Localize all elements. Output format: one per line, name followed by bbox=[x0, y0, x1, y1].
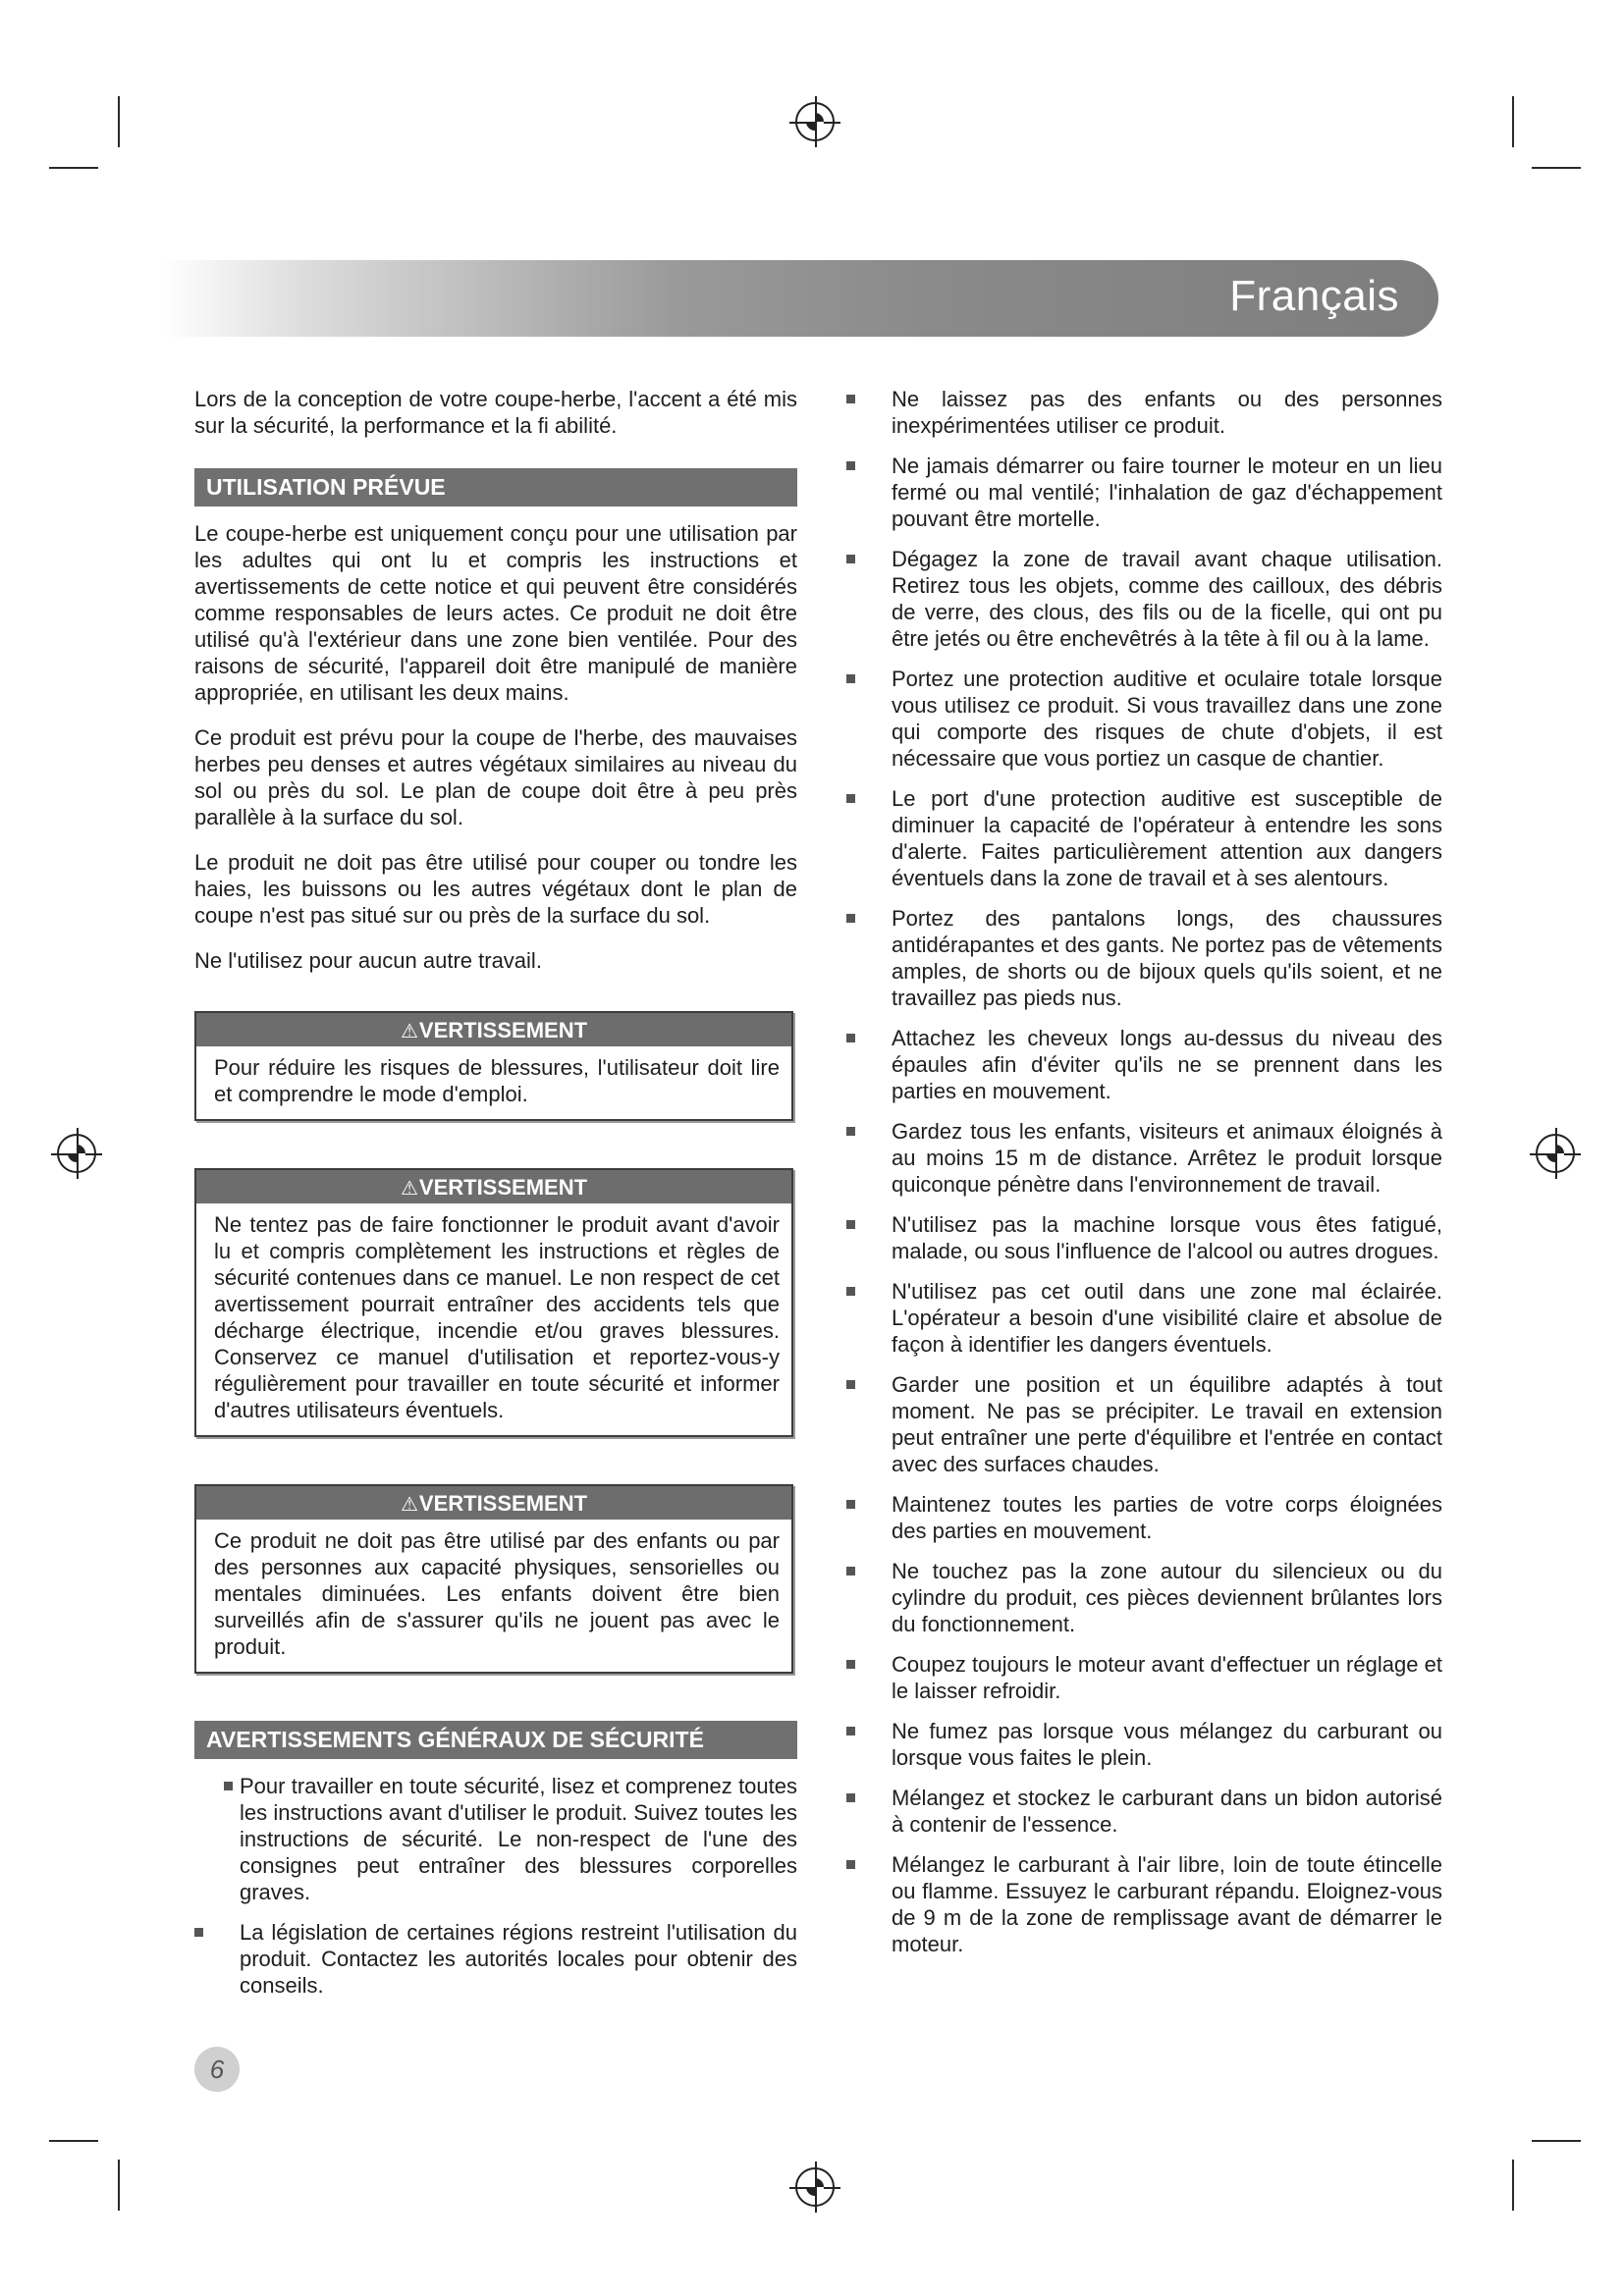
general-warnings-list bbox=[194, 1773, 797, 1999]
list-item: La législation de certaines régions restreint l'utilisation du produit. Contactez les autorités locales pour obtenir des conseils. bbox=[194, 1919, 797, 1999]
warning-text: Pour réduire les risques de blessures, l'utilisateur doit lire et comprendre le mode d'emploi. bbox=[214, 1055, 780, 1106]
warning-text: Ce produit ne doit pas être utilisé par des enfants ou par des personnes aux capacité physiques, sensorielles ou mentales diminuées. Les enfants doivent être bien surveillés afin de s'assurer qu'ils ne jouent pas avec le produit. bbox=[214, 1528, 780, 1659]
warning-triangle-icon: ⚠ bbox=[400, 1178, 418, 1200]
warning-triangle-icon: ⚠ bbox=[400, 1494, 418, 1516]
list-item: N'utilisez pas la machine lorsque vous êtes fatigué, malade, ou sous l'influence de l'alcool ou autres drogues. bbox=[846, 1211, 1442, 1264]
warning-box bbox=[194, 1484, 793, 1674]
list-item: N'utilisez pas cet outil dans une zone mal éclairée. L'opérateur a besoin d'une visibilité claire et absolue de façon à identifier les dangers éventuels. bbox=[846, 1278, 1442, 1358]
bullet-square-icon bbox=[846, 395, 855, 403]
list-item: Mélangez le carburant à l'air libre, loin de toute étincelle ou flamme. Essuyez le carburant répandu. Eloignez-vous de 9 m de la zone de remplissage avant de démarrer le moteur. bbox=[846, 1851, 1442, 1957]
bullet-square-icon bbox=[846, 1127, 855, 1136]
warning-title: VERTISSEMENT bbox=[418, 1175, 588, 1200]
bullet-square-icon bbox=[846, 1380, 855, 1389]
registration-mark-icon bbox=[1536, 1134, 1575, 1173]
list-item: Le port d'une protection auditive est susceptible de diminuer la capacité de l'opérateur à entendre les sons d'alerte. Faites particulièrement attention aux dangers éventuels dans la zone de travail et à ses alentours. bbox=[846, 785, 1442, 891]
warning-title: VERTISSEMENT bbox=[418, 1491, 588, 1516]
bullet-square-icon bbox=[846, 1567, 855, 1575]
list-item: Ne jamais démarrer ou faire tourner le moteur en un lieu fermé ou mal ventilé; l'inhalation de gaz d'échappement pouvant être mortelle. bbox=[846, 453, 1442, 532]
intro-paragraph: Lors de la conception de votre coupe-herbe, l'accent a été mis sur la sécurité, la performance et la fi abilité. bbox=[194, 387, 797, 438]
safety-rules-list bbox=[846, 386, 1442, 1957]
registration-mark-icon bbox=[57, 1134, 96, 1173]
crop-mark bbox=[1532, 167, 1581, 169]
intended-use-paragraph: Ce produit est prévu pour la coupe de l'herbe, des mauvaises herbes peu denses et autres végétaux similaires au niveau du sol ou près du sol. Le plan de coupe doit être à peu près parallèle à la surface du sol. bbox=[194, 725, 797, 829]
language-header bbox=[162, 260, 1438, 337]
list-item: Ne fumez pas lorsque vous mélangez du carburant ou lorsque vous faites le plein. bbox=[846, 1718, 1442, 1771]
left-column bbox=[194, 386, 797, 2012]
list-item: Ne touchez pas la zone autour du silencieux ou du cylindre du produit, ces pièces deviennent brûlantes lors du fonctionnement. bbox=[846, 1558, 1442, 1637]
warning-title: VERTISSEMENT bbox=[418, 1018, 588, 1042]
section-heading-intended-use: UTILISATION PRÉVUE bbox=[194, 468, 797, 507]
bullet-square-icon bbox=[846, 1220, 855, 1229]
registration-mark-icon bbox=[795, 2167, 835, 2207]
bullet-square-icon bbox=[846, 1860, 855, 1869]
bullet-square-icon bbox=[846, 1287, 855, 1296]
registration-mark-icon bbox=[795, 102, 835, 141]
bullet-square-icon bbox=[846, 1034, 855, 1042]
list-item: Dégagez la zone de travail avant chaque utilisation. Retirez tous les objets, comme des cailloux, des débris de verre, des clous, des fils ou de la ficelle, qui ont pu être jetés ou être enchevêtrés à la tête à fil ou à la lame. bbox=[846, 546, 1442, 652]
crop-mark bbox=[1512, 2160, 1514, 2211]
bullet-square-icon bbox=[846, 674, 855, 683]
warning-header bbox=[196, 1486, 791, 1520]
list-item: Attachez les cheveux longs au-dessus du niveau des épaules afin d'éviter qu'ils ne se prennent dans les parties en mouvement. bbox=[846, 1025, 1442, 1104]
crop-mark bbox=[1512, 96, 1514, 147]
warning-header bbox=[196, 1013, 791, 1046]
section-heading-general-warnings: AVERTISSEMENTS GÉNÉRAUX DE SÉCURITÉ bbox=[194, 1721, 797, 1759]
list-item: Portez une protection auditive et oculaire totale lorsque vous utilisez ce produit. Si vous travaillez dans une zone qui comporte des risques de chute d'objets, il est nécessaire que vous portiez un casque de chantier. bbox=[846, 666, 1442, 772]
bullet-square-icon bbox=[846, 461, 855, 470]
bullet-square-icon bbox=[846, 1500, 855, 1509]
crop-mark bbox=[118, 96, 120, 147]
bullet-square-icon bbox=[846, 914, 855, 923]
bullet-square-icon bbox=[846, 555, 855, 563]
warning-box bbox=[194, 1011, 793, 1121]
crop-mark bbox=[118, 2160, 120, 2211]
page-number: 6 bbox=[194, 2047, 240, 2092]
list-item: Mélangez et stockez le carburant dans un bidon autorisé à contenir de l'essence. bbox=[846, 1785, 1442, 1838]
crop-mark bbox=[49, 167, 98, 169]
list-item: Garder une position et un équilibre adaptés à tout moment. Ne pas se précipiter. Le travail en extension peut entraîner une perte d'équilibre et l'entrée en contact avec des surfaces chaudes. bbox=[846, 1371, 1442, 1477]
intended-use-paragraph: Le produit ne doit pas être utilisé pour couper ou tondre les haies, les buissons ou les autres végétaux dont le plan de coupe n'est pas situé sur ou près de la surface du sol. bbox=[194, 850, 797, 928]
list-item: Maintenez toutes les parties de votre corps éloignées des parties en mouvement. bbox=[846, 1491, 1442, 1544]
list-item: Pour travailler en toute sécurité, lisez et comprenez toutes les instructions avant d'utiliser le produit. Suivez toutes les instructions de sécurité. Le non-respect de l'une des consignes peut entraîner des blessures corporelles graves. bbox=[194, 1773, 797, 1905]
warning-text: Ne tentez pas de faire fonctionner le produit avant d'avoir lu et compris complètement les instructions et règles de sécurité contenues dans ce manuel. Le non respect de cet avertissement pourrait entraîner des accidents tels que décharge électrique, incendie et/ou graves blessures. Conservez ce manuel d'utilisation et reportez-vous-y régulièrement pour travailler en toute sécurité et informer d'autres utilisateurs éventuels. bbox=[214, 1212, 780, 1422]
warning-header bbox=[196, 1170, 791, 1203]
language-title: Français bbox=[1229, 272, 1399, 320]
bullet-square-icon bbox=[846, 794, 855, 803]
list-item: Coupez toujours le moteur avant d'effectuer un réglage et le laisser refroidir. bbox=[846, 1651, 1442, 1704]
crop-mark bbox=[49, 2140, 98, 2142]
bullet-square-icon bbox=[846, 1793, 855, 1802]
intended-use-paragraph: Le coupe-herbe est uniquement conçu pour une utilisation par les adultes qui ont lu et compris les instructions et avertissements de cette notice et qui peuvent être considérés comme responsables de leurs actes. Ce produit ne doit être utilisé qu'à l'extérieur dans une zone bien ventilée. Pour des raisons de sécurité, l'appareil doit être manipulé de manière appropriée, en utilisant les deux mains. bbox=[194, 521, 797, 705]
intended-use-paragraph: Ne l'utilisez pour aucun autre travail. bbox=[194, 948, 542, 973]
bullet-square-icon bbox=[846, 1727, 855, 1735]
crop-mark bbox=[1532, 2140, 1581, 2142]
list-item: Ne laissez pas des enfants ou des personnes inexpérimentées utiliser ce produit. bbox=[846, 386, 1442, 439]
list-item: Portez des pantalons longs, des chaussures antidérapantes et des gants. Ne portez pas de vêtements amples, de shorts ou de bijoux quels qu'ils soient, et ne travaillez pas pieds nus. bbox=[846, 905, 1442, 1011]
bullet-square-icon bbox=[846, 1660, 855, 1669]
list-item: Gardez tous les enfants, visiteurs et animaux éloignés à au moins 15 m de distance. Arrêtez le produit lorsque quiconque pénètre dans l'environnement de travail. bbox=[846, 1118, 1442, 1198]
warning-box bbox=[194, 1168, 793, 1437]
warning-triangle-icon: ⚠ bbox=[400, 1021, 418, 1042]
right-column bbox=[846, 386, 1442, 1971]
bullet-square-icon bbox=[224, 1782, 233, 1790]
bullet-square-icon bbox=[194, 1928, 203, 1937]
